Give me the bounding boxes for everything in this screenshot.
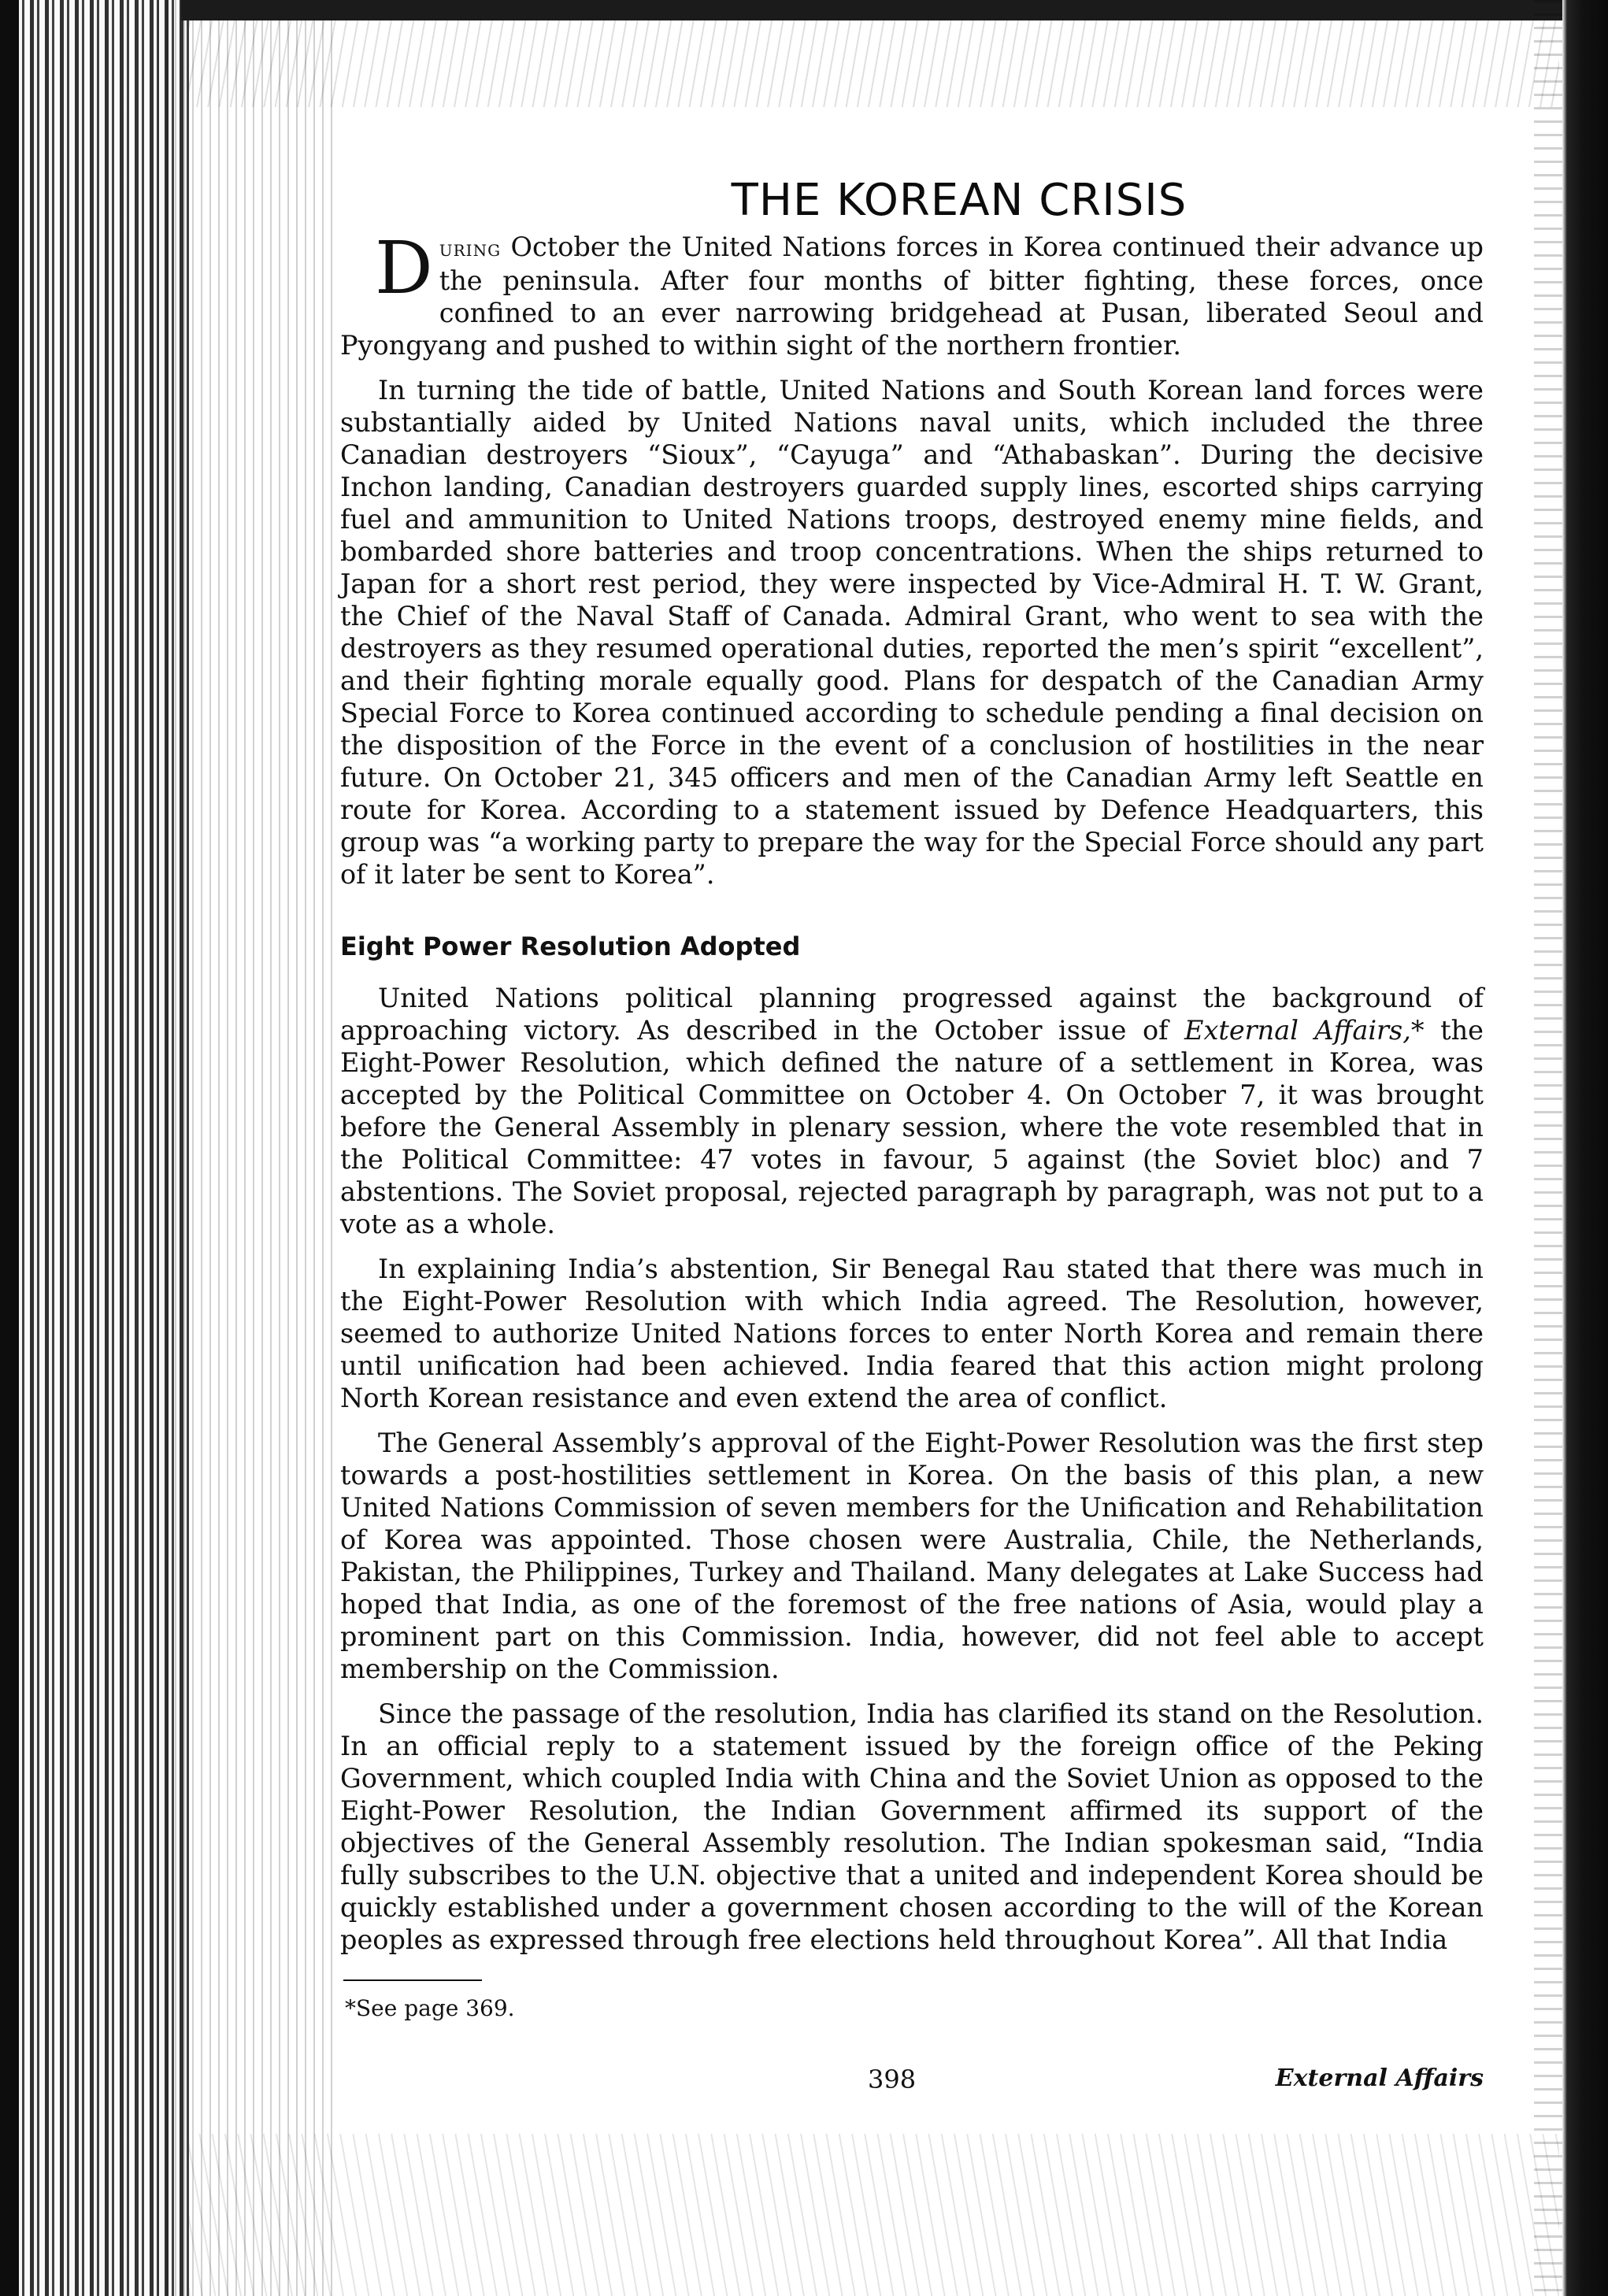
paragraph-text: United Nations political planning progressed against the background of approaching victory. As described in the October issue of — [340, 983, 1484, 1046]
article-title: THE KOREAN CRISIS — [731, 175, 1187, 226]
lead-paragraph-text: October the United Nations forces in Korea continued their advance up the peninsula. After four months of bitter fighting, these forces, once confined to an ever narrowing bridgehead at Pusan, liberated Seoul and Pyongyang and pushed to within sight of the northern frontier. — [340, 231, 1484, 361]
lead-smallcaps: uring — [439, 235, 502, 261]
top-edge — [181, 0, 1562, 20]
body-paragraph: Since the passage of the resolution, India has clarified its stand on the Resolution. In an official reply to a statement issued by the foreign office of the Peking Government, which coupled India with China and the Soviet Union as opposed to the Eight-Power Resolution, the Indian Government affirmed its support of the objectives of the General Assembly resolution. The Indian spokesman said, “India fully subscribes to the U.N. objective that a united and independent Korea should be quickly established under a government chosen according to the will of the Korean peoples as expressed through free elections held throughout Korea”. All that India — [340, 1698, 1484, 1955]
footnote: *See page 369. — [345, 1995, 515, 2021]
body-paragraph: In explaining India’s abstention, Sir Benegal Rau stated that there was much in the Eight-Power Resolution with which India agreed. The Resolution, however, seemed to authorize United Nations forces to enter North Korea and remain there until unification had been achieved. India feared that this action might prolong North Korean resistance and even extend the area of conflict. — [340, 1254, 1484, 1413]
body-paragraph: In turning the tide of battle, United Nations and South Korean land forces were substantially aided by United Nations naval units, which included the three Canadian destroyers “Sioux”, “Cayuga” and “Athabaskan”. During the decisive Inchon landing, Canadian destroyers guarded supply lines, escorted ships carrying fuel and ammunition to United Nations troops, destroyed enemy mine fields, and bombarded shore batteries and troop concentrations. When the ships returned to Japan for a short rest period, they were inspected by Vice-Admiral H. T. W. Grant, the Chief of the Naval Staff of Canada. Admiral Grant, who went to sea with the destroyers as they resumed operational duties, reported the men’s spirit “excellent”, and their fighting morale equally good. Plans for despatch of the Canadian Army Special Force to Korea continued according to schedule pending a final decision on the disposition of the Force in the event of a conclusion of hostilities in the near future. On October 21, 345 officers and men of the Canadian Army left Seattle en route for Korea. According to a statement issued by Defence Headquarters, this group was “a working party to prepare the way for the Special Force should any part of it later be sent to Korea”. — [340, 375, 1484, 890]
paragraph-text: the Eight-Power Resolution, which defined the nature of a settlement in Korea, was accepted by the Political Committee on October 4. On October 7, it was brought before the General Assembly in plenary session, where the vote resembled that in the Political Committee: 47 votes in favour, 5 against (the Soviet bloc) and 7 abstentions. The Soviet proposal, rejected paragraph by paragraph, was not put to a vote as a whole. — [340, 1015, 1484, 1239]
scan-noise-bottom — [189, 2134, 1559, 2296]
article — [340, 175, 1484, 2022]
scan-noise-right — [1534, 0, 1562, 2296]
page-footer — [340, 2065, 1484, 2096]
binding-shadow — [157, 0, 339, 2296]
drop-cap: D — [375, 226, 433, 310]
footnote-rule — [343, 1979, 482, 1981]
page-right-edge — [1562, 0, 1608, 2296]
lead-paragraph — [340, 226, 1484, 361]
binding-edge — [0, 0, 19, 2296]
journal-name: External Affairs — [1275, 2065, 1484, 2092]
page-number: 398 — [868, 2065, 917, 2094]
body-paragraph: The General Assembly’s approval of the Eight-Power Resolution was the first step towards a post-hostilities settlement in Korea. On the basis of this plan, a new United Nations Commission of seven members for the Unification and Rehabilitation of Korea was appointed. Those chosen were Australia, Chile, the Netherlands, Pakistan, the Philippines, Turkey and Thailand. Many delegates at Lake Success had hoped that India, as one of the foremost of the free nations of Asia, would play a prominent part on this Commission. India, however, did not feel able to accept membership on the Commission. — [340, 1428, 1484, 1684]
section-heading: Eight Power Resolution Adopted — [340, 931, 801, 961]
scan-noise-top — [189, 20, 1559, 107]
body-paragraph — [340, 982, 1484, 1240]
journal-reference: External Affairs,* — [1184, 1015, 1425, 1046]
